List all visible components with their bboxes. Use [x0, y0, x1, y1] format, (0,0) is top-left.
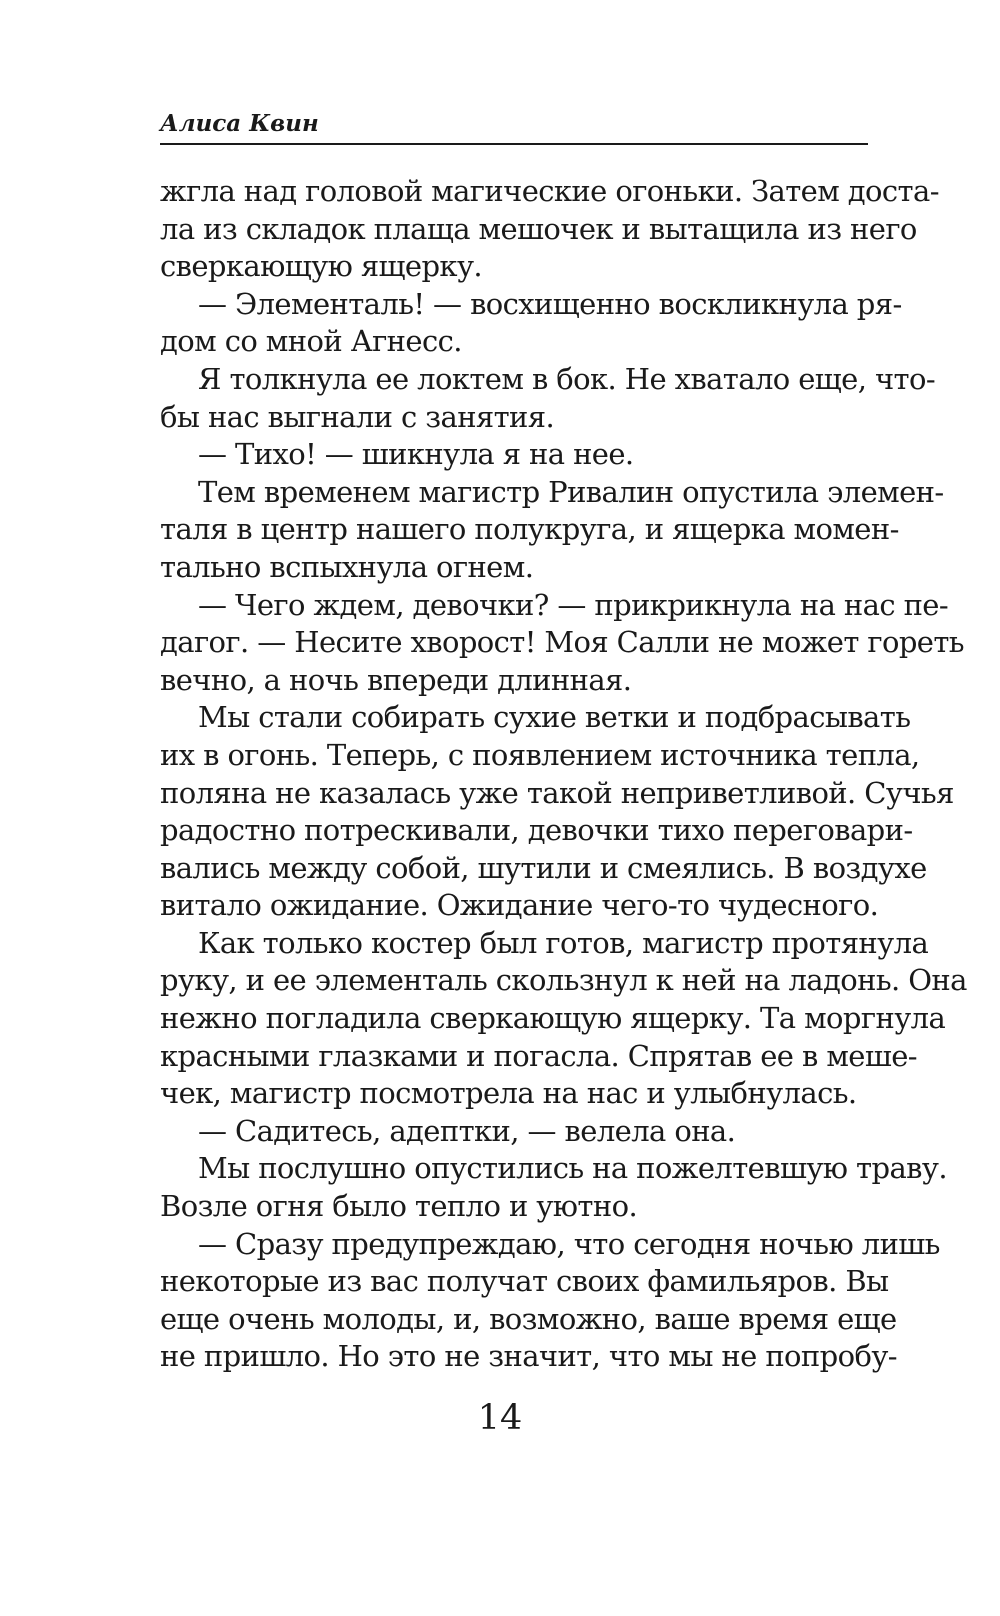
text-line-content: дагог. — Несите хворост! Моя Салли не может гореть	[160, 625, 964, 660]
text-line	[160, 248, 868, 286]
text-line	[160, 211, 917, 249]
text-line	[160, 1188, 868, 1226]
text-line-content: чек, магистр посмотрела на нас и улыбнулась.	[160, 1076, 857, 1111]
text-line-content: бы нас выгнали с занятия.	[160, 399, 555, 434]
text-line	[160, 962, 967, 1000]
text-line	[160, 1338, 897, 1376]
text-line	[160, 286, 902, 324]
text-line	[160, 511, 899, 549]
text-line	[160, 737, 920, 775]
text-line-content: радостно потрескивали, девочки тихо переговари-	[160, 813, 913, 848]
text-line-content: Я толкнула ее локтем в бок. Не хватало еще, что-	[198, 361, 936, 396]
text-line	[160, 1113, 868, 1151]
text-line	[160, 1226, 940, 1264]
text-line	[160, 850, 927, 888]
text-line-content: вались между собой, шутили и смеялись. В воздухе	[160, 850, 927, 885]
text-line-content: Мы послушно опустились на пожелтевшую траву.	[198, 1151, 947, 1186]
text-line-content: — Тихо! — шикнула я на нее.	[198, 437, 634, 472]
text-line-content: сверкающую ящерку.	[160, 249, 483, 284]
text-line-content: — Элементаль! — восхищенно воскликнула ря-	[198, 286, 902, 321]
text-line-content: таля в центр нашего полукруга, и ящерка момен-	[160, 512, 899, 547]
text-line	[160, 1301, 897, 1339]
text-line-content: ла из складок плаща мешочек и вытащила из него	[160, 211, 917, 246]
text-line	[160, 925, 929, 963]
body-text	[160, 173, 967, 1376]
text-line	[160, 1263, 889, 1301]
text-line-content: Тем временем магистр Ривалин опустила элемен-	[198, 474, 944, 509]
text-line-content: не пришло. Но это не значит, что мы не попробу-	[160, 1339, 897, 1374]
text-line-content: Мы стали собирать сухие ветки и подбрасывать	[198, 700, 911, 735]
text-line	[160, 699, 911, 737]
text-line	[160, 1075, 868, 1113]
text-line-content: дом со мной Агнесс.	[160, 324, 462, 359]
text-line	[160, 775, 954, 813]
text-line-content: вечно, а ночь впереди длинная.	[160, 662, 632, 697]
text-line	[160, 173, 939, 211]
text-line-content: витало ожидание. Ожидание чего-то чудесного.	[160, 888, 879, 923]
text-line	[160, 587, 949, 625]
text-line	[160, 474, 944, 512]
page-number: 14	[477, 1398, 523, 1438]
text-line	[160, 662, 868, 700]
text-line-content: — Сразу предупреждаю, что сегодня ночью лишь	[198, 1226, 940, 1261]
text-line	[160, 323, 868, 361]
text-line	[160, 624, 964, 662]
text-line	[160, 361, 936, 399]
text-line-content: их в огонь. Теперь, с появлением источника тепла,	[160, 737, 920, 772]
text-line	[160, 399, 868, 437]
running-head-author: Алиса Квин	[160, 110, 319, 137]
text-line	[160, 436, 868, 474]
text-line-content: некоторые из вас получат своих фамильяров. Вы	[160, 1264, 889, 1299]
text-line-content: Возле огня было тепло и уютно.	[160, 1189, 638, 1224]
text-line-content: — Чего ждем, девочки? — прикрикнула на нас пе-	[198, 587, 949, 622]
text-line-content: Как только костер был готов, магистр протянула	[198, 925, 929, 960]
text-line-content: поляна не казалась уже такой неприветливой. Сучья	[160, 775, 954, 810]
text-line-content: руку, и ее элементаль скользнул к ней на ладонь. Она	[160, 963, 967, 998]
text-line	[160, 1150, 947, 1188]
text-line-content: тально вспыхнула огнем.	[160, 549, 534, 584]
text-line	[160, 812, 913, 850]
text-line	[160, 1038, 917, 1076]
text-line-content: еще очень молоды, и, возможно, ваше время еще	[160, 1301, 897, 1336]
text-line-content: жгла над головой магические огоньки. Затем доста-	[160, 174, 939, 208]
text-line-content: нежно погладила сверкающую ящерку. Та моргнула	[160, 1001, 946, 1036]
text-line	[160, 549, 868, 587]
text-line-content: красными глазками и погасла. Спрятав ее в меше-	[160, 1038, 917, 1073]
text-line-content: — Садитесь, адептки, — велела она.	[198, 1113, 736, 1148]
text-line	[160, 1000, 946, 1038]
header-rule	[160, 143, 868, 145]
text-line	[160, 887, 879, 925]
